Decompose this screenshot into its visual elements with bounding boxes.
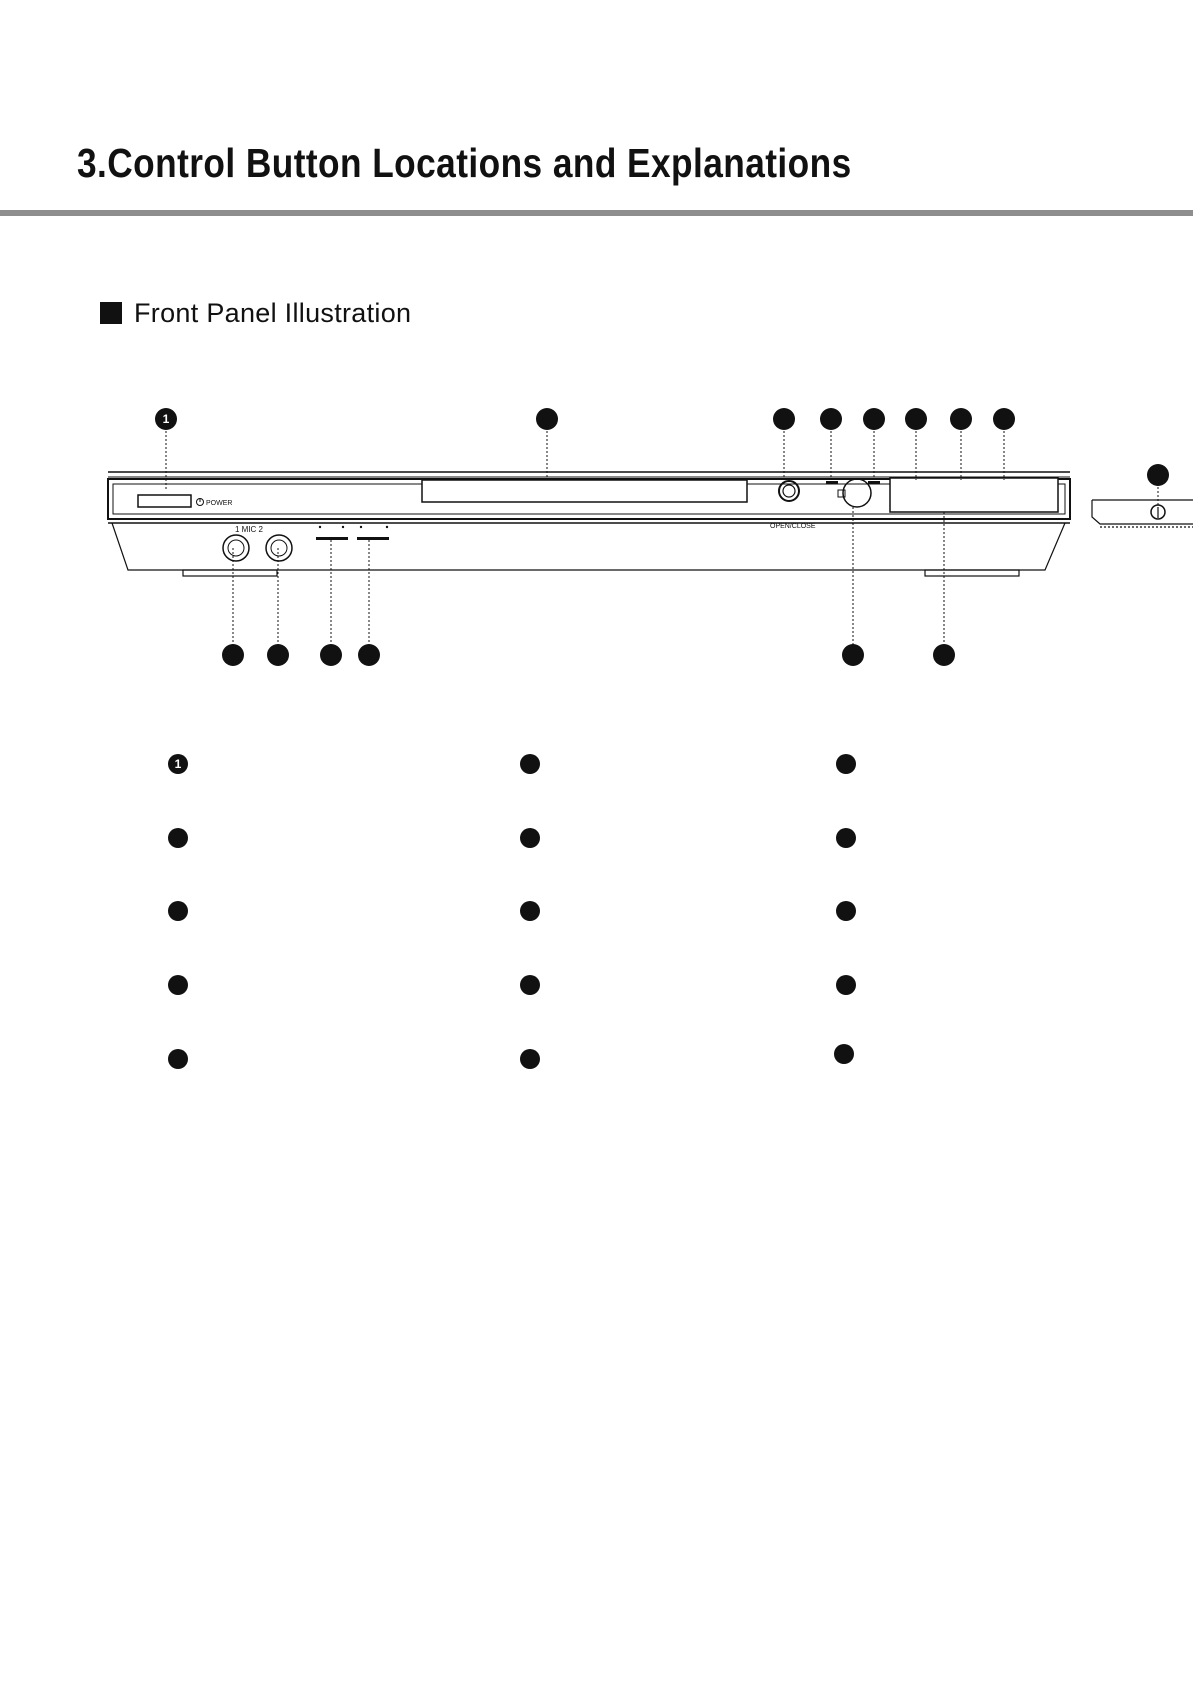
mic-jack-2 bbox=[266, 535, 292, 561]
callout-mic-1 bbox=[222, 644, 244, 666]
callout-1-number: 1 bbox=[162, 412, 170, 426]
callout-disc-tray bbox=[536, 408, 558, 430]
legend-marker bbox=[836, 975, 856, 995]
callout-top-button-2 bbox=[863, 408, 885, 430]
disc-tray bbox=[422, 480, 747, 502]
callout-display bbox=[933, 644, 955, 666]
side-view bbox=[1092, 500, 1193, 527]
callout-top-button-5 bbox=[993, 408, 1015, 430]
section-heading bbox=[100, 298, 411, 328]
callout-remote-sensor bbox=[842, 644, 864, 666]
legend-marker bbox=[834, 1044, 854, 1064]
legend-marker: 1 bbox=[168, 754, 188, 774]
page-title: 3.Control Button Locations and Explanations bbox=[77, 140, 852, 186]
legend-marker bbox=[168, 975, 188, 995]
display-window bbox=[890, 478, 1058, 512]
open-close-label: OPEN/CLOSE bbox=[770, 523, 816, 530]
legend-marker bbox=[168, 901, 188, 921]
callout-mic-2 bbox=[267, 644, 289, 666]
legend-marker bbox=[520, 1049, 540, 1069]
legend-marker bbox=[836, 754, 856, 774]
callout-lines bbox=[166, 419, 1158, 655]
callout-open-close bbox=[773, 408, 795, 430]
callout-mic-echo bbox=[358, 644, 380, 666]
mic-label: 1 MIC 2 bbox=[235, 525, 264, 534]
legend-marker bbox=[520, 975, 540, 995]
legend-marker bbox=[520, 828, 540, 848]
square-bullet-icon bbox=[100, 302, 122, 324]
power-button bbox=[138, 495, 191, 507]
power-label: POWER bbox=[206, 500, 233, 507]
callout-side-view bbox=[1147, 464, 1169, 486]
callout-top-button-4 bbox=[950, 408, 972, 430]
front-panel-diagram bbox=[0, 380, 1193, 700]
legend-marker bbox=[836, 901, 856, 921]
legend-marker bbox=[520, 754, 540, 774]
callout-markers bbox=[155, 408, 1169, 666]
callout-mic-volume bbox=[320, 644, 342, 666]
legend-marker bbox=[168, 828, 188, 848]
callout-top-button-1 bbox=[820, 408, 842, 430]
mic-jack-1 bbox=[223, 535, 249, 561]
legend-marker bbox=[168, 1049, 188, 1069]
legend-marker bbox=[520, 901, 540, 921]
callout-top-button-3 bbox=[905, 408, 927, 430]
mic-level-controls bbox=[316, 526, 389, 540]
section-heading-text: Front Panel Illustration bbox=[134, 297, 412, 328]
title-divider bbox=[0, 210, 1193, 216]
legend-marker bbox=[836, 828, 856, 848]
